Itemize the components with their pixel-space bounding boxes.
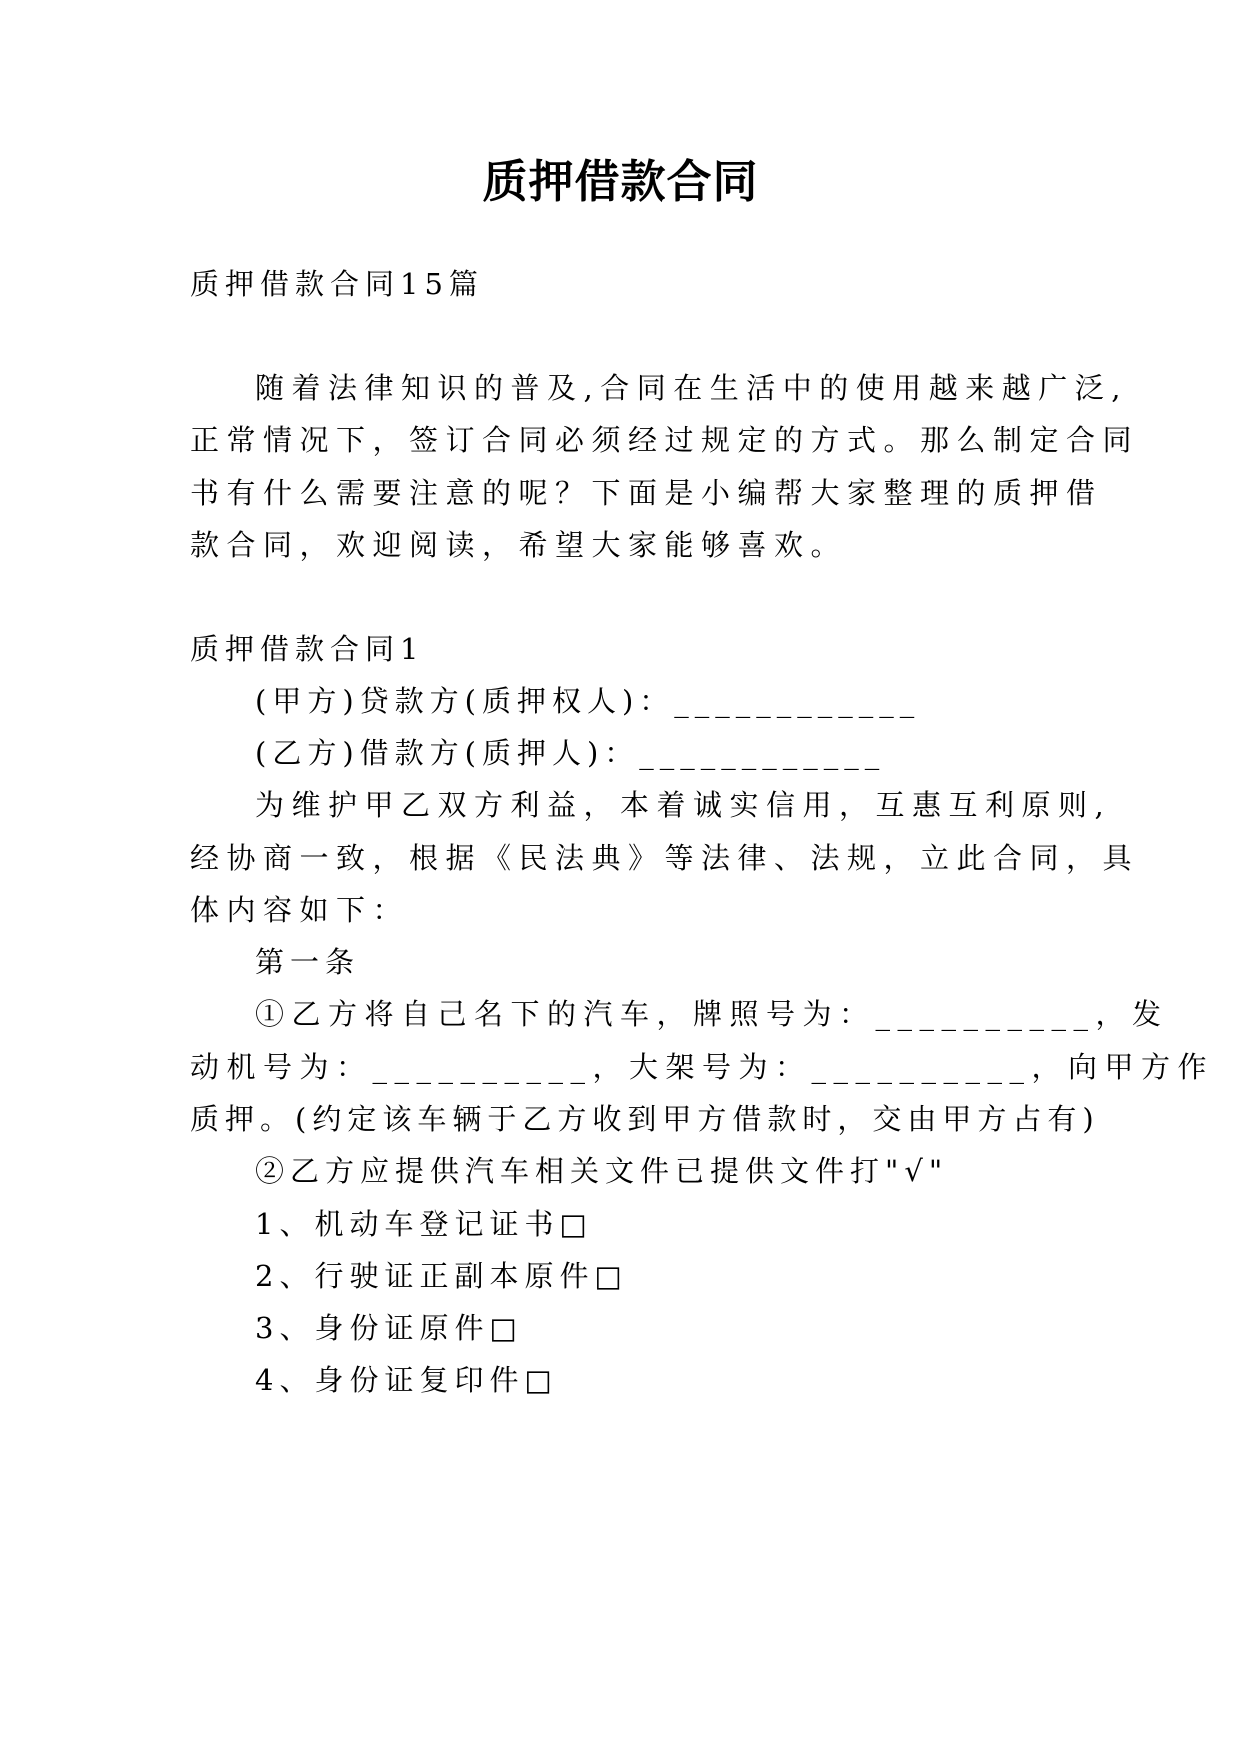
checklist-item-4: 4、身份证复印件□ xyxy=(255,1363,558,1397)
intro-line-3: 书有什么需要注意的呢？下面是小编帮大家整理的质押借 xyxy=(190,476,1103,510)
clause-1-line-1: ①乙方将自己名下的汽车，牌照号为：__________，发 xyxy=(255,997,1169,1031)
document-title: 质押借款合同 xyxy=(482,155,759,208)
article-1-heading: 第一条 xyxy=(255,945,361,979)
intro-line-1: 随着法律知识的普及,合同在生活中的使用越来越广泛, xyxy=(255,371,1128,405)
preamble-line-1: 为维护甲乙双方利益，本着诚实信用，互惠互利原则, xyxy=(255,788,1112,822)
preamble-line-2: 经协商一致，根据《民法典》等法律、法规，立此合同，具 xyxy=(190,841,1140,875)
clause-1-line-3: 质押。(约定该车辆于乙方收到甲方借款时，交由甲方占有) xyxy=(190,1102,1100,1136)
checklist-item-2: 2、行驶证正副本原件□ xyxy=(255,1259,628,1293)
checklist-item-3: 3、身份证原件□ xyxy=(255,1311,523,1345)
clause-1-line-2: 动机号为：__________，大架号为：__________，向甲方作 xyxy=(190,1050,1215,1084)
preamble-line-3: 体内容如下： xyxy=(190,893,410,927)
party-b-line: (乙方)借款方(质押人)：____________ xyxy=(255,736,886,770)
document-subtitle: 质押借款合同15篇 xyxy=(190,267,484,301)
checklist-item-1: 1、机动车登记证书□ xyxy=(255,1207,593,1241)
intro-line-4: 款合同，欢迎阅读，希望大家能够喜欢。 xyxy=(190,528,848,562)
party-a-line: (甲方)贷款方(质押权人)：____________ xyxy=(255,684,921,718)
section-heading: 质押借款合同1 xyxy=(190,632,425,666)
clause-2-line: ②乙方应提供汽车相关文件已提供文件打"√" xyxy=(255,1154,949,1188)
intro-line-2: 正常情况下，签订合同必须经过规定的方式。那么制定合同 xyxy=(190,423,1140,457)
